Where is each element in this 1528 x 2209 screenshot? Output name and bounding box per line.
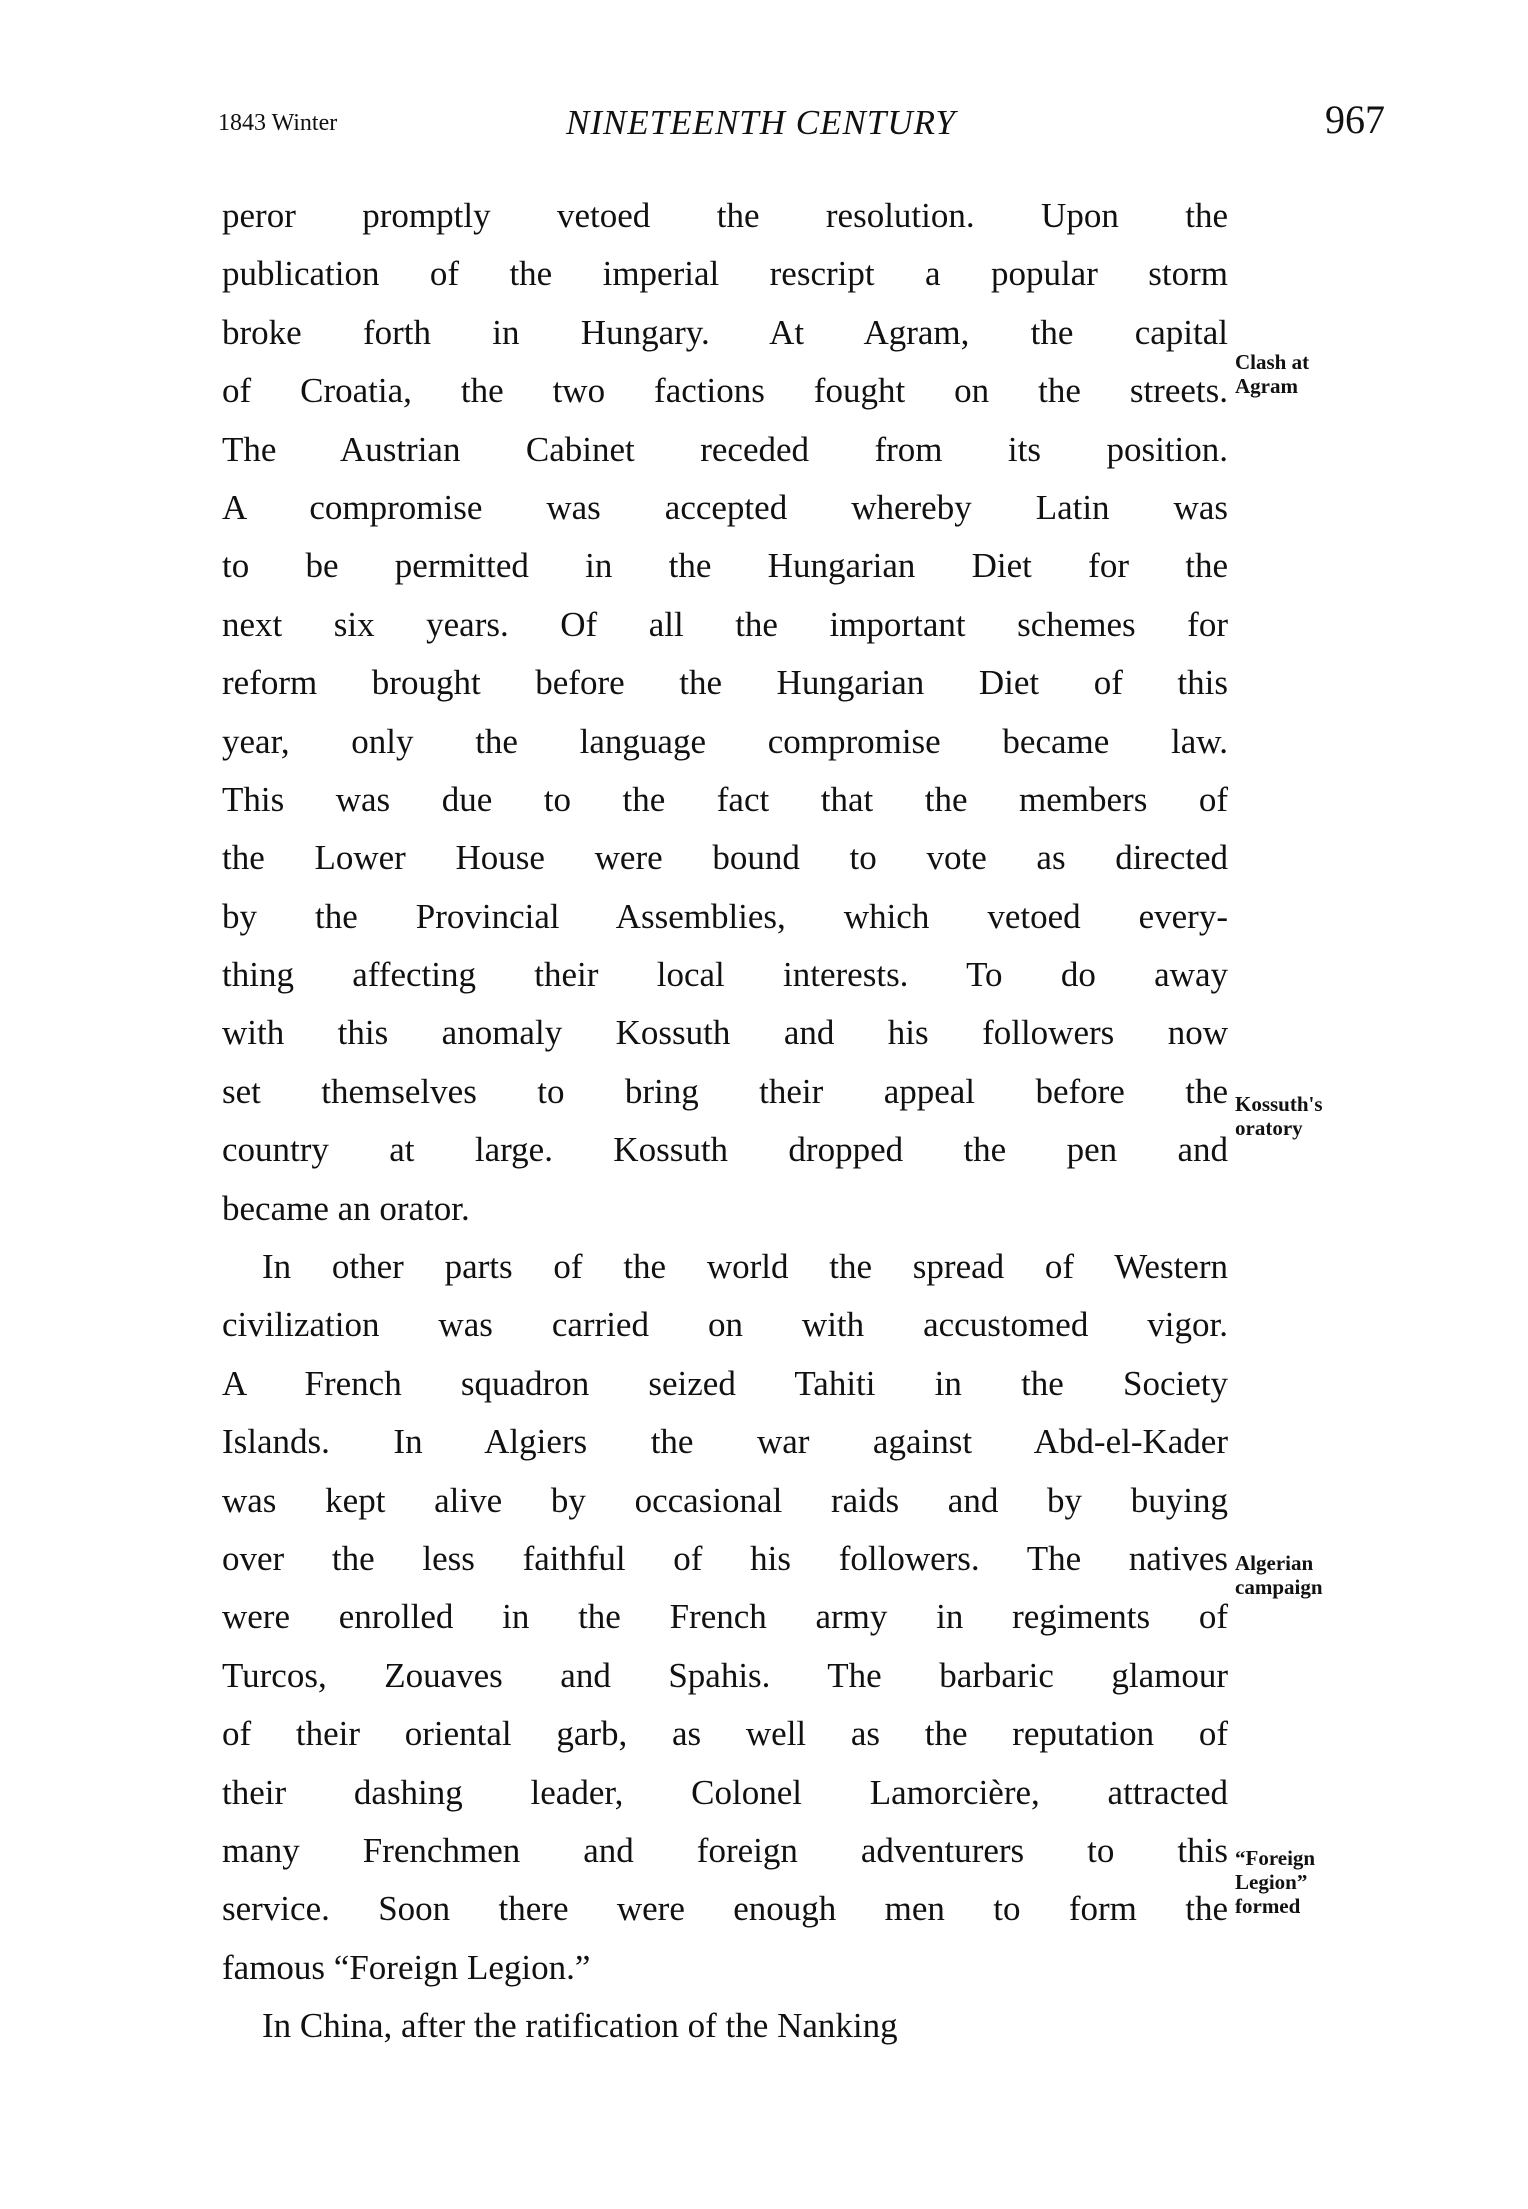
text-line: of Croatia, the two factions fought on the streets.: [222, 371, 1228, 411]
margin-note-line: campaign: [1235, 1575, 1323, 1599]
text-line: over the less faithful of his followers. The natives: [222, 1538, 1228, 1578]
margin-note-line: Legion”: [1235, 1870, 1308, 1894]
text-line: In other parts of the world the spread of Western: [262, 1247, 1228, 1287]
text-line: was kept alive by occasional raids and by buying: [222, 1480, 1228, 1520]
text-line: next six years. Of all the important schemes for: [222, 604, 1228, 644]
text-line: peror promptly vetoed the resolution. Upon the: [222, 196, 1228, 235]
margin-note-line: Agram: [1235, 374, 1298, 398]
margin-note-algerian-campaign: [1235, 1551, 1323, 1599]
text-line: country at large. Kossuth dropped the pen and: [222, 1130, 1228, 1170]
text-line: thing affecting their local interests. To do away: [222, 955, 1228, 995]
text-line: with this anomaly Kossuth and his followers now: [222, 1013, 1228, 1053]
text-line: broke forth in Hungary. At Agram, the capital: [222, 312, 1228, 352]
text-line: year, only the language compromise became law.: [222, 721, 1228, 761]
margin-note-kossuths-oratory: [1235, 1092, 1323, 1140]
text-line: Islands. In Algiers the war against Abd-el-Kader: [222, 1422, 1228, 1462]
text-line: famous “Foreign Legion.”: [222, 1947, 591, 1987]
text-line: Turcos, Zouaves and Spahis. The barbaric glamour: [222, 1655, 1228, 1695]
running-head-title: NINETEENTH CENTURY: [566, 103, 956, 142]
text-line: In China, after the ratification of the Nanking: [262, 2006, 898, 2046]
text-line: This was due to the fact that the members of: [222, 779, 1228, 819]
text-line: of their oriental garb, as well as the reputation of: [222, 1714, 1228, 1754]
margin-note-foreign-legion: [1235, 1846, 1315, 1918]
text-line: were enrolled in the French army in regiments of: [222, 1597, 1228, 1637]
text-line: publication of the imperial rescript a popular storm: [222, 254, 1228, 294]
text-line: reform brought before the Hungarian Diet of this: [222, 663, 1228, 703]
margin-note-line: oratory: [1235, 1116, 1303, 1140]
text-line: many Frenchmen and foreign adventurers to this: [222, 1830, 1228, 1870]
text-line: service. Soon there were enough men to form the: [222, 1889, 1228, 1929]
text-line: A French squadron seized Tahiti in the Society: [222, 1363, 1228, 1403]
margin-note-line: formed: [1235, 1894, 1301, 1918]
margin-note-clash-at-agram: [1235, 350, 1309, 398]
margin-note-line: Kossuth's: [1235, 1092, 1323, 1116]
running-head-date: 1843 Winter: [218, 110, 338, 136]
text-line: set themselves to bring their appeal before the: [222, 1071, 1228, 1111]
margin-note-line: Clash at: [1235, 350, 1310, 374]
text-line: to be permitted in the Hungarian Diet for the: [222, 546, 1228, 586]
page-number: 967: [1325, 97, 1385, 142]
text-line: A compromise was accepted whereby Latin was: [222, 487, 1228, 527]
body-text: [222, 187, 1228, 2056]
text-line: became an orator.: [222, 1188, 470, 1228]
margin-note-line: “Foreign: [1235, 1846, 1316, 1870]
text-line: their dashing leader, Colonel Lamorcière, attracted: [222, 1772, 1228, 1812]
text-line: The Austrian Cabinet receded from its position.: [222, 429, 1228, 469]
text-line: by the Provincial Assemblies, which vetoed every-: [222, 896, 1228, 936]
text-line: the Lower House were bound to vote as directed: [222, 838, 1228, 878]
margin-note-line: Algerian: [1235, 1551, 1314, 1575]
text-line: civilization was carried on with accustomed vigor.: [222, 1305, 1228, 1345]
